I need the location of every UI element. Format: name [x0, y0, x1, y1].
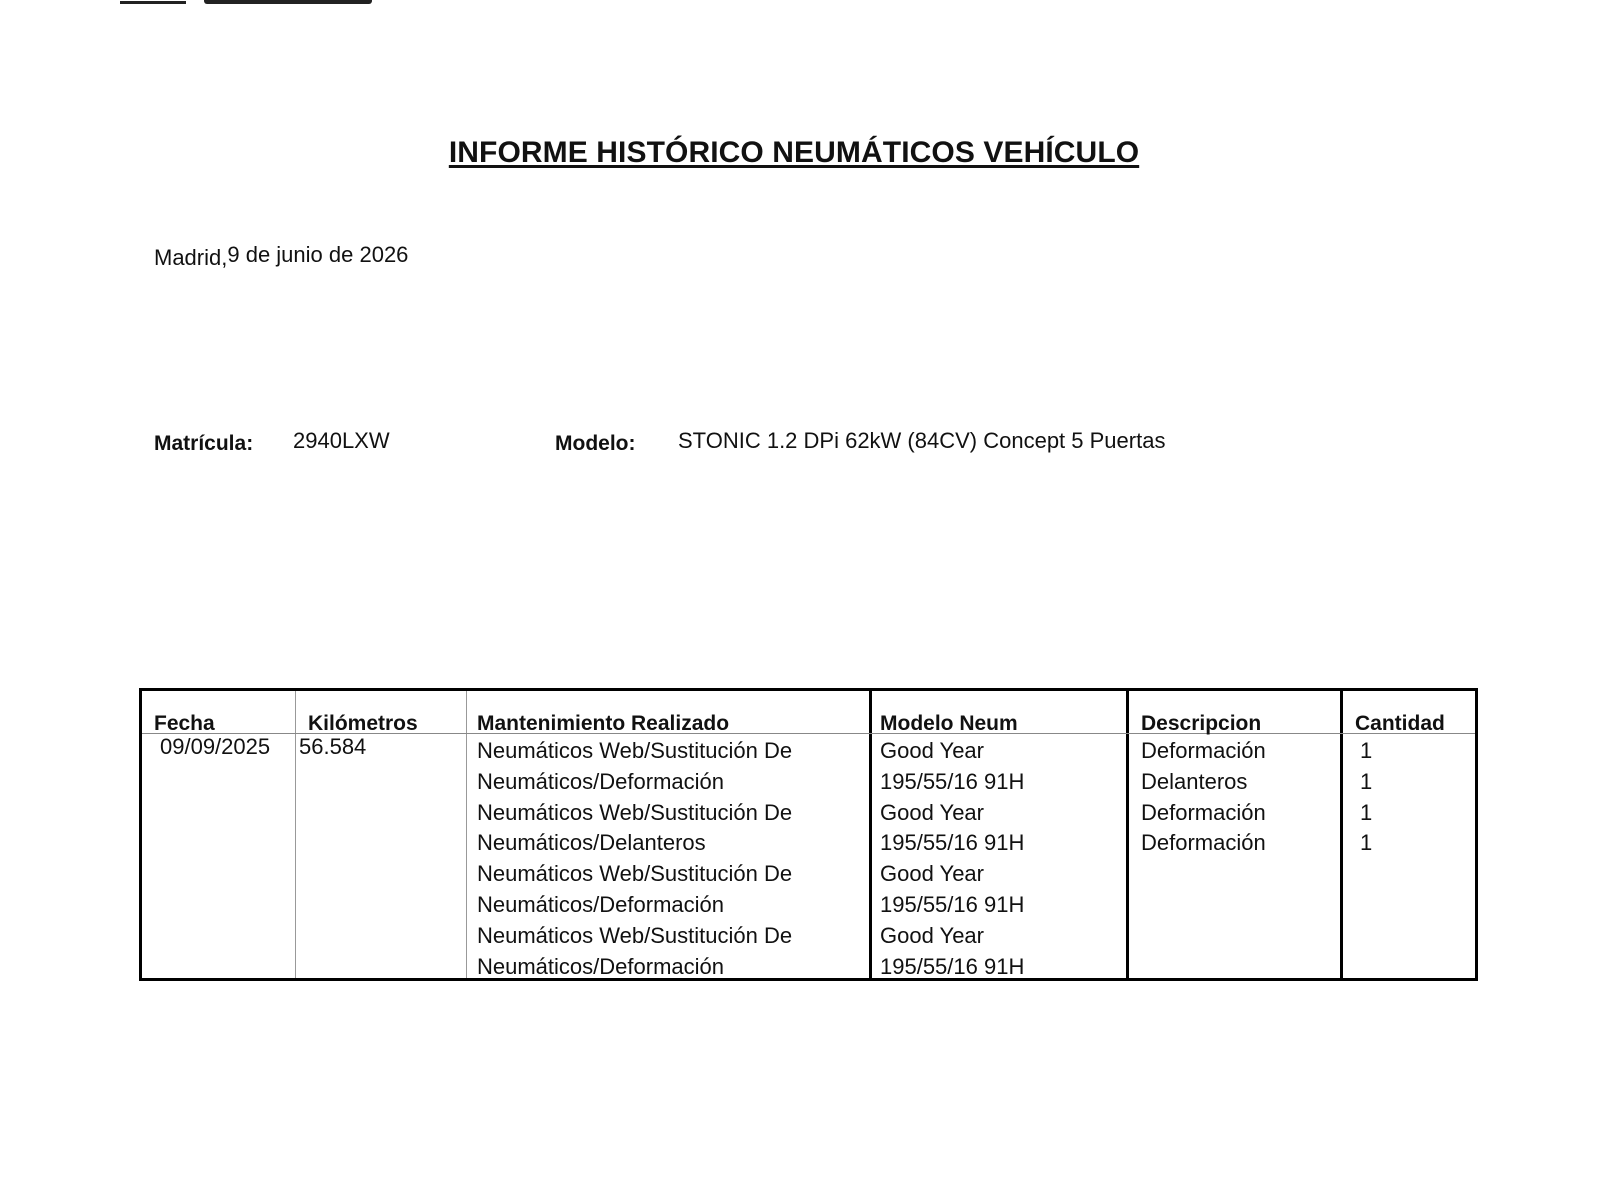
modelo-value: STONIC 1.2 DPi 62kW (84CV) Concept 5 Puertas [678, 428, 1166, 453]
modelo-neum-line: Good Year [880, 922, 984, 948]
report-title: INFORME HISTÓRICO NEUMÁTICOS VEHÍCULO [448, 136, 1140, 169]
cantidad-line: 1 [1360, 738, 1373, 763]
cantidad-line: 1 [1360, 768, 1373, 794]
header-kilometros: Kilómetros [308, 712, 418, 735]
logo-bar-shape [120, 1, 186, 4]
cantidad-line: 1 [1360, 830, 1373, 856]
modelo-neum-line: Good Year [880, 861, 984, 887]
header-modelo-neum: Modelo Neum [880, 712, 1018, 735]
modelo-neum-line: 195/55/16 91H [880, 891, 1025, 917]
mantenimiento-line: Neumáticos/Deformación [477, 953, 724, 979]
header-fecha: Fecha [154, 712, 215, 735]
report-place: Madrid, [154, 245, 228, 270]
column-divider [1340, 688, 1343, 981]
modelo-label: Modelo: [555, 432, 636, 455]
tire-history-table [139, 688, 1478, 981]
modelo-neum-line: 195/55/16 91H [880, 768, 1025, 794]
cell-fecha: 09/09/2025 [160, 734, 271, 759]
mantenimiento-line: Neumáticos Web/Sustitución De [477, 799, 793, 825]
descripcion-line: Deformación [1141, 799, 1266, 825]
cell-kilometros: 56.584 [299, 734, 367, 759]
logo-wordmark-shape [204, 0, 372, 4]
mantenimiento-line: Neumáticos/Delanteros [477, 830, 706, 856]
descripcion-line: Deformación [1141, 830, 1266, 856]
place-and-date [154, 242, 408, 268]
descripcion-line: Delanteros [1141, 768, 1248, 794]
matricula-label: Matrícula: [154, 432, 254, 455]
cell-modelo-neum [880, 736, 1024, 982]
cell-cantidad [1360, 736, 1372, 859]
column-divider [1126, 688, 1129, 981]
report-date: 9 de junio de 2026 [227, 242, 409, 267]
cell-mantenimiento [477, 736, 792, 982]
mantenimiento-line: Neumáticos/Deformación [477, 768, 724, 794]
modelo-neum-line: Good Year [880, 799, 984, 825]
cantidad-line: 1 [1360, 799, 1373, 825]
matricula-value: 2940LXW [293, 428, 390, 453]
modelo-neum-line: 195/55/16 91H [880, 830, 1025, 856]
header-mantenimiento: Mantenimiento Realizado [477, 712, 730, 735]
column-divider [295, 691, 296, 978]
company-logo [120, 0, 372, 4]
header-descripcion: Descripcion [1141, 712, 1262, 735]
column-divider [466, 691, 467, 978]
header-cantidad: Cantidad [1355, 712, 1445, 735]
mantenimiento-line: Neumáticos Web/Sustitución De [477, 922, 793, 948]
cell-descripcion [1141, 736, 1266, 859]
descripcion-line: Deformación [1141, 738, 1266, 763]
mantenimiento-line: Neumáticos Web/Sustitución De [477, 861, 793, 887]
modelo-neum-line: 195/55/16 91H [880, 953, 1025, 979]
column-divider [869, 688, 872, 981]
mantenimiento-line: Neumáticos Web/Sustitución De [477, 738, 793, 763]
modelo-neum-line: Good Year [880, 738, 984, 763]
mantenimiento-line: Neumáticos/Deformación [477, 891, 724, 917]
